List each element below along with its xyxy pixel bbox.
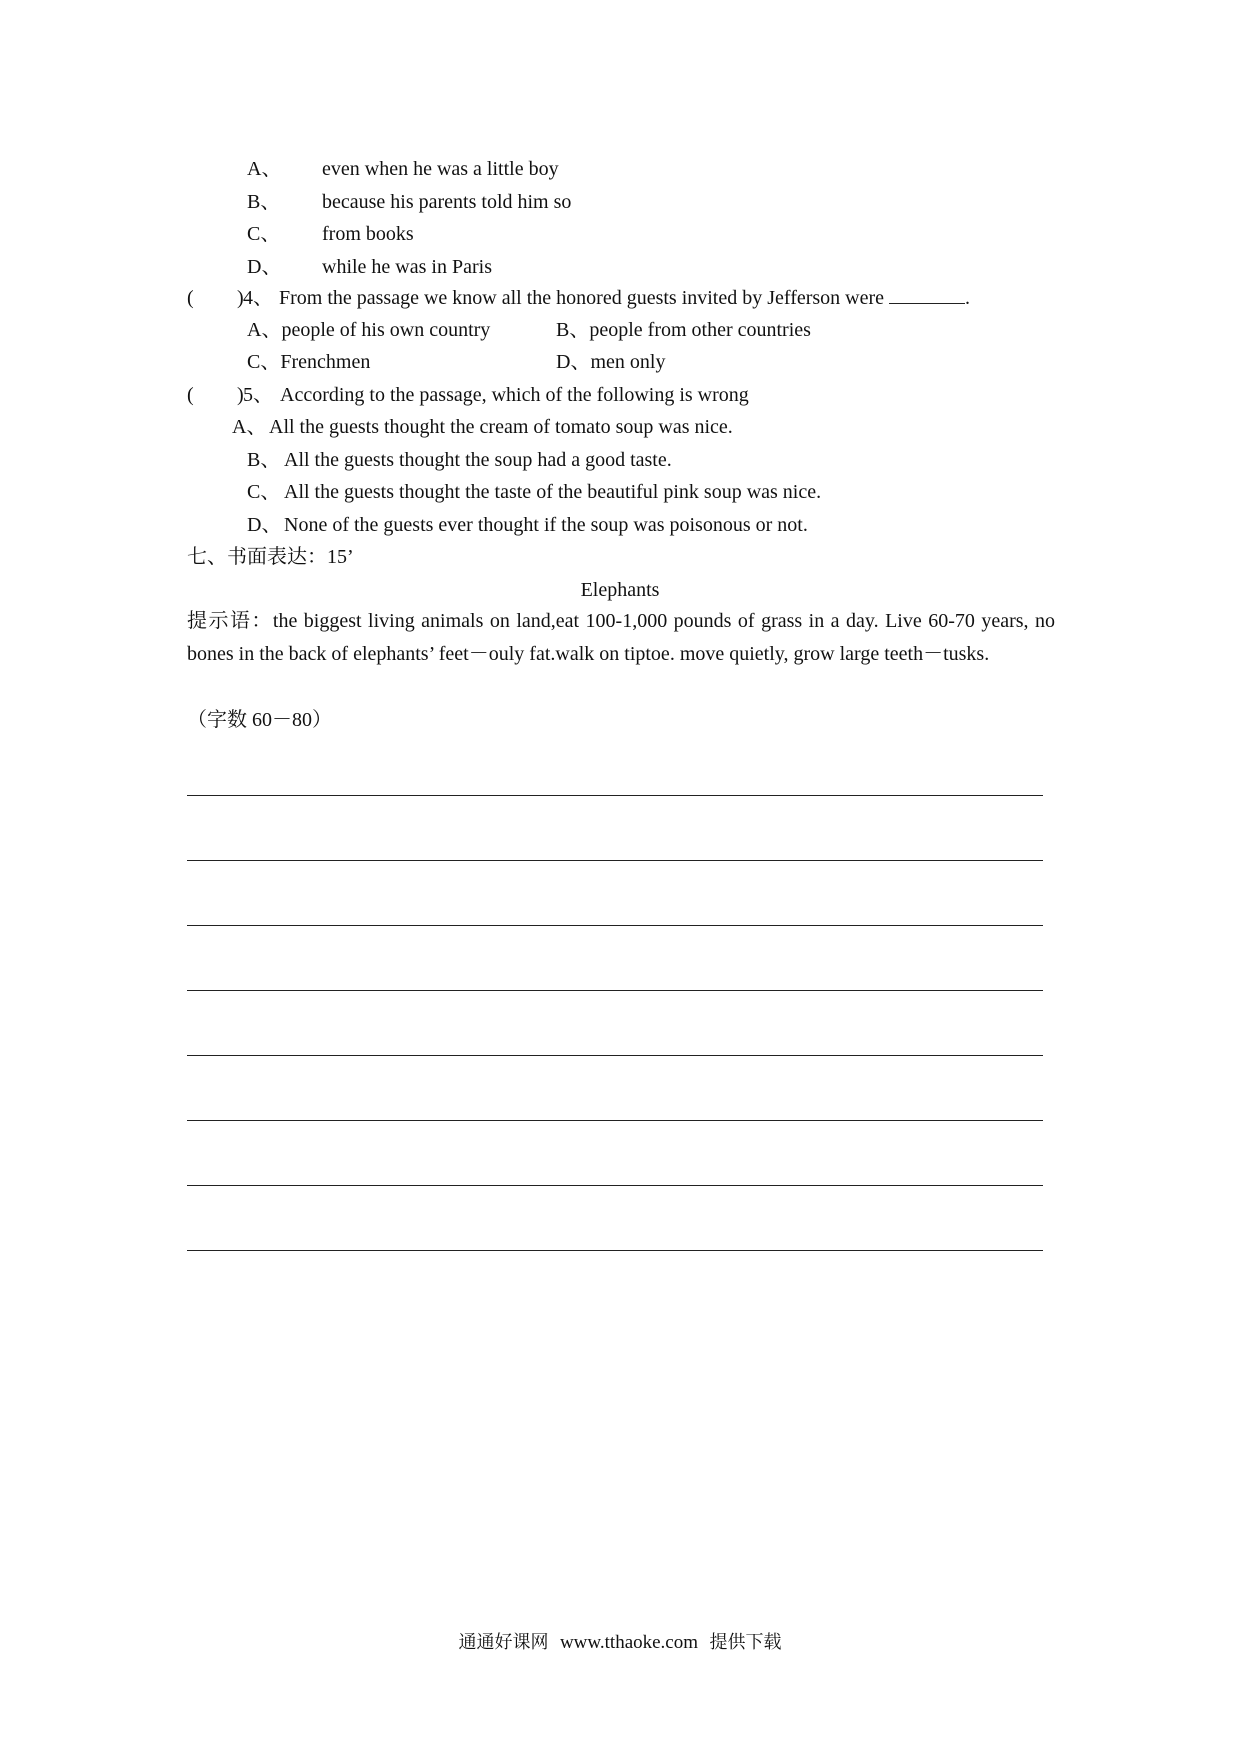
footer-url[interactable]: www.tthaoke.com (559, 1632, 699, 1653)
answer-paren-close: ) (237, 384, 244, 406)
option-letter: D、 (556, 351, 591, 373)
option-letter: A、 (247, 319, 282, 341)
option-text: because his parents told him so (322, 191, 572, 213)
option-text: Frenchmen (280, 351, 371, 373)
q4-option-a (247, 316, 490, 344)
essay-title: Elephants (580, 579, 660, 601)
question-stem: From the passage we know all the honored guests invited by Jefferson were (279, 287, 885, 309)
answer-paren-close: ) (237, 287, 244, 309)
option-letter: C、 (247, 351, 281, 373)
option-text: even when he was a little boy (322, 158, 559, 180)
option-text: people of his own country (281, 319, 491, 341)
answer-blank (889, 285, 965, 304)
writing-line[interactable] (187, 1120, 1043, 1121)
writing-line[interactable] (187, 925, 1043, 926)
writing-line[interactable] (187, 860, 1043, 861)
hint-text: the biggest living animals on land,eat 100-1,000 pounds of grass in a day. Live 60-70 years, no bones in the back of elephants’ feet－ouly fat.walk on tiptoe. move quietly, grow large teeth－tusks. (187, 610, 1055, 665)
option-text: All the guests thought the taste of the beautiful pink soup was nice. (284, 481, 822, 503)
option-text: men only (590, 351, 666, 373)
answer-paren-open: ( (187, 384, 194, 406)
question-number: 5、 (243, 384, 273, 406)
question-number: 4、 (243, 287, 273, 309)
answer-paren-open: ( (187, 287, 194, 309)
question-end: . (965, 287, 971, 309)
section-7-heading: 七、书面表达：15’ (187, 546, 354, 568)
option-letter: D、 (247, 514, 282, 536)
option-letter: D、 (247, 256, 282, 278)
writing-line[interactable] (187, 1185, 1043, 1186)
writing-line[interactable] (187, 1055, 1043, 1056)
q4-option-d (556, 348, 665, 376)
question-stem: According to the passage, which of the following is wrong (280, 384, 749, 406)
option-letter: C、 (247, 481, 281, 503)
option-text: from books (322, 223, 414, 245)
option-letter: B、 (556, 319, 590, 341)
option-letter: B、 (247, 449, 281, 471)
word-count-requirement: （字数 60－80） (187, 709, 332, 731)
option-letter: B、 (247, 191, 281, 213)
q4-option-c (247, 348, 370, 376)
footer-site-name: 通通好课网 (458, 1632, 549, 1653)
q4-option-b (556, 316, 811, 344)
option-text: people from other countries (589, 319, 811, 341)
writing-hint (187, 605, 1055, 671)
writing-line[interactable] (187, 1250, 1043, 1251)
option-text: All the guests thought the cream of tomato soup was nice. (269, 416, 733, 438)
writing-line[interactable] (187, 990, 1043, 991)
hint-label: 提示语： (187, 610, 273, 632)
option-text: None of the guests ever thought if the soup was poisonous or not. (284, 514, 808, 536)
option-letter: A、 (247, 158, 282, 180)
option-text: All the guests thought the soup had a good taste. (284, 449, 672, 471)
question-stem-wrap (279, 284, 970, 312)
writing-line[interactable] (187, 795, 1043, 796)
option-letter: C、 (247, 223, 281, 245)
option-text: while he was in Paris (322, 256, 492, 278)
option-letter: A、 (232, 416, 267, 438)
footer-suffix: 提供下载 (709, 1632, 782, 1653)
page-footer (0, 1628, 1240, 1654)
